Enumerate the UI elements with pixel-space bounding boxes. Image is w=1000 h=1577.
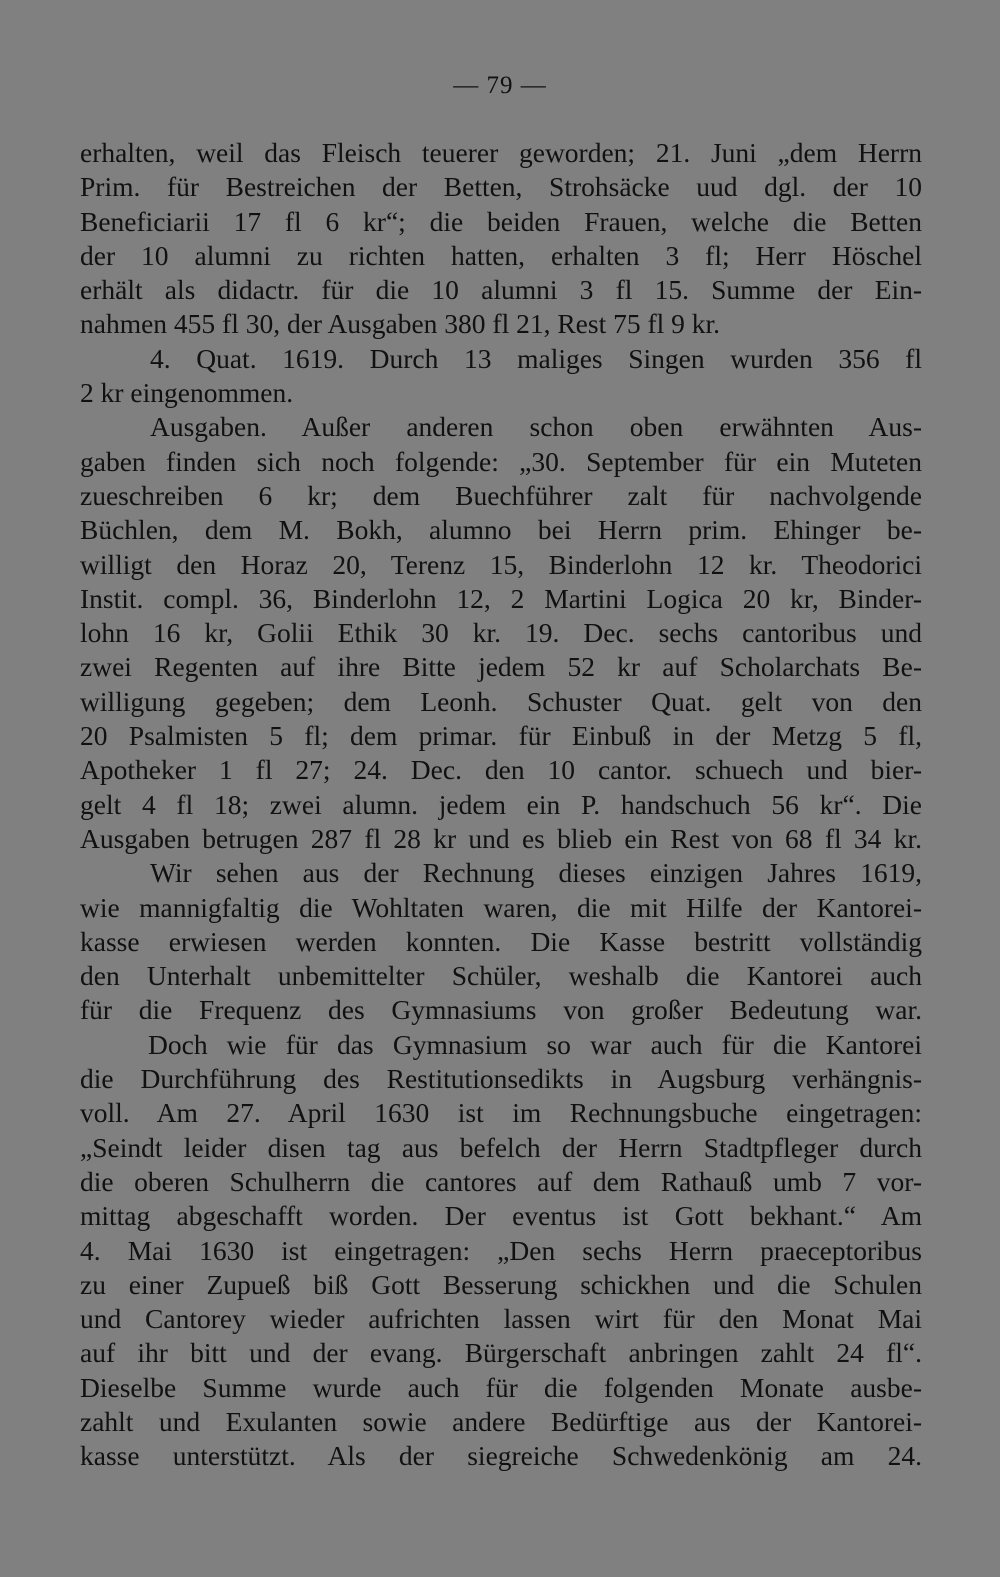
text-line: zu einer Zupueß biß Gott Besserung schickhen und die Schulen [80,1268,922,1300]
text-line: Büchlen, dem M. Bokh, alumno bei Herrn prim. Ehinger be- [80,514,922,546]
text-line: der 10 alumni zu richten hatten, erhalten 3 fl; Herr Höschel [80,239,922,271]
text-line: willigung gegeben; dem Leonh. Schuster Quat. gelt von den [80,685,922,717]
text-line: erhält als didactr. für die 10 alumni 3 fl 15. Summe der Ein- [80,274,922,306]
text-line: den Unterhalt unbemittelter Schüler, weshalb die Kantorei auch [80,960,922,992]
text-line: mittag abgeschafft worden. Der eventus ist Gott bekhant.“ Am [80,1200,922,1232]
text-line: voll. Am 27. April 1630 ist im Rechnungsbuche eingetragen: [80,1097,922,1129]
text-line: Ausgaben betrugen 287 fl 28 kr und es blieb ein Rest von 68 fl 34 kr. [80,822,922,854]
text-line: zueschreiben 6 kr; dem Buechführer zalt für nachvolgende [80,479,922,511]
text-line: Beneficiarii 17 fl 6 kr“; die beiden Frauen, welche die Betten [80,205,922,237]
text-line: für die Frequenz des Gymnasiums von großer Bedeutung war. [80,994,922,1026]
page-number: — 79 — [453,72,547,99]
text-line: wie mannigfaltig die Wohltaten waren, die mit Hilfe der Kantorei- [80,891,922,923]
text-line: gelt 4 fl 18; zwei alumn. jedem ein P. handschuch 56 kr“. Die [80,788,922,820]
text-line: „Seindt leider disen tag aus befelch der Herrn Stadtpfleger durch [80,1131,922,1163]
text-line: die oberen Schulherrn die cantores auf dem Rathauß umb 7 vor- [80,1165,922,1197]
text-line: kasse erwiesen werden konnten. Die Kasse bestritt vollständig [80,925,922,957]
text-line: lohn 16 kr, Golii Ethik 30 kr. 19. Dec. sechs cantoribus und [80,617,922,649]
body-text [80,136,922,1474]
text-line: zwei Regenten auf ihre Bitte jedem 52 kr auf Scholarchats Be- [80,651,922,683]
paragraph-start-line: Wir sehen aus der Rechnung dieses einzigen Jahres 1619, [150,857,922,889]
paragraph-start-line: Ausgaben. Außer anderen schon oben erwähnten Aus- [150,411,922,443]
text-line: und Cantorey wieder aufrichten lassen wirt für den Monat Mai [80,1303,922,1335]
text-line: Apotheker 1 fl 27; 24. Dec. den 10 cantor. schuech und bier- [80,754,922,786]
paragraph-start-line: 4. Quat. 1619. Durch 13 maliges Singen wurden 356 fl [150,342,922,374]
text-line: zahlt und Exulanten sowie andere Bedürftige aus der Kantorei- [80,1405,922,1437]
paragraph-start-line: Doch wie für das Gymnasium so war auch für die Kantorei [148,1028,922,1060]
text-line: auf ihr bitt und der evang. Bürgerschaft anbringen zahlt 24 fl“. [80,1337,922,1369]
text-line: willigt den Horaz 20, Terenz 15, Binderlohn 12 kr. Theodorici [80,548,922,580]
text-line: gaben finden sich noch folgende: „30. September für ein Muteten [80,445,922,477]
text-line: Prim. für Bestreichen der Betten, Strohsäcke uud dgl. der 10 [80,171,922,203]
text-line: Dieselbe Summe wurde auch für die folgenden Monate ausbe- [80,1371,922,1403]
text-line: kasse unterstützt. Als der siegreiche Schwedenkönig am 24. [80,1440,922,1472]
text-line: 4. Mai 1630 ist eingetragen: „Den sechs Herrn praeceptoribus [80,1234,922,1266]
text-line: Instit. compl. 36, Binderlohn 12, 2 Martini Logica 20 kr, Binder- [80,582,922,614]
text-line: 20 Psalmisten 5 fl; dem primar. für Einbuß in der Metzg 5 fl, [80,720,922,752]
text-line: nahmen 455 fl 30, der Ausgaben 380 fl 21, Rest 75 fl 9 kr. [80,308,721,340]
text-line: die Durchführung des Restitutionsedikts in Augsburg verhängnis- [80,1063,922,1095]
text-line: 2 kr eingenommen. [80,377,294,409]
text-line: erhalten, weil das Fleisch teuerer geworden; 21. Juni „dem Herrn [80,137,922,168]
